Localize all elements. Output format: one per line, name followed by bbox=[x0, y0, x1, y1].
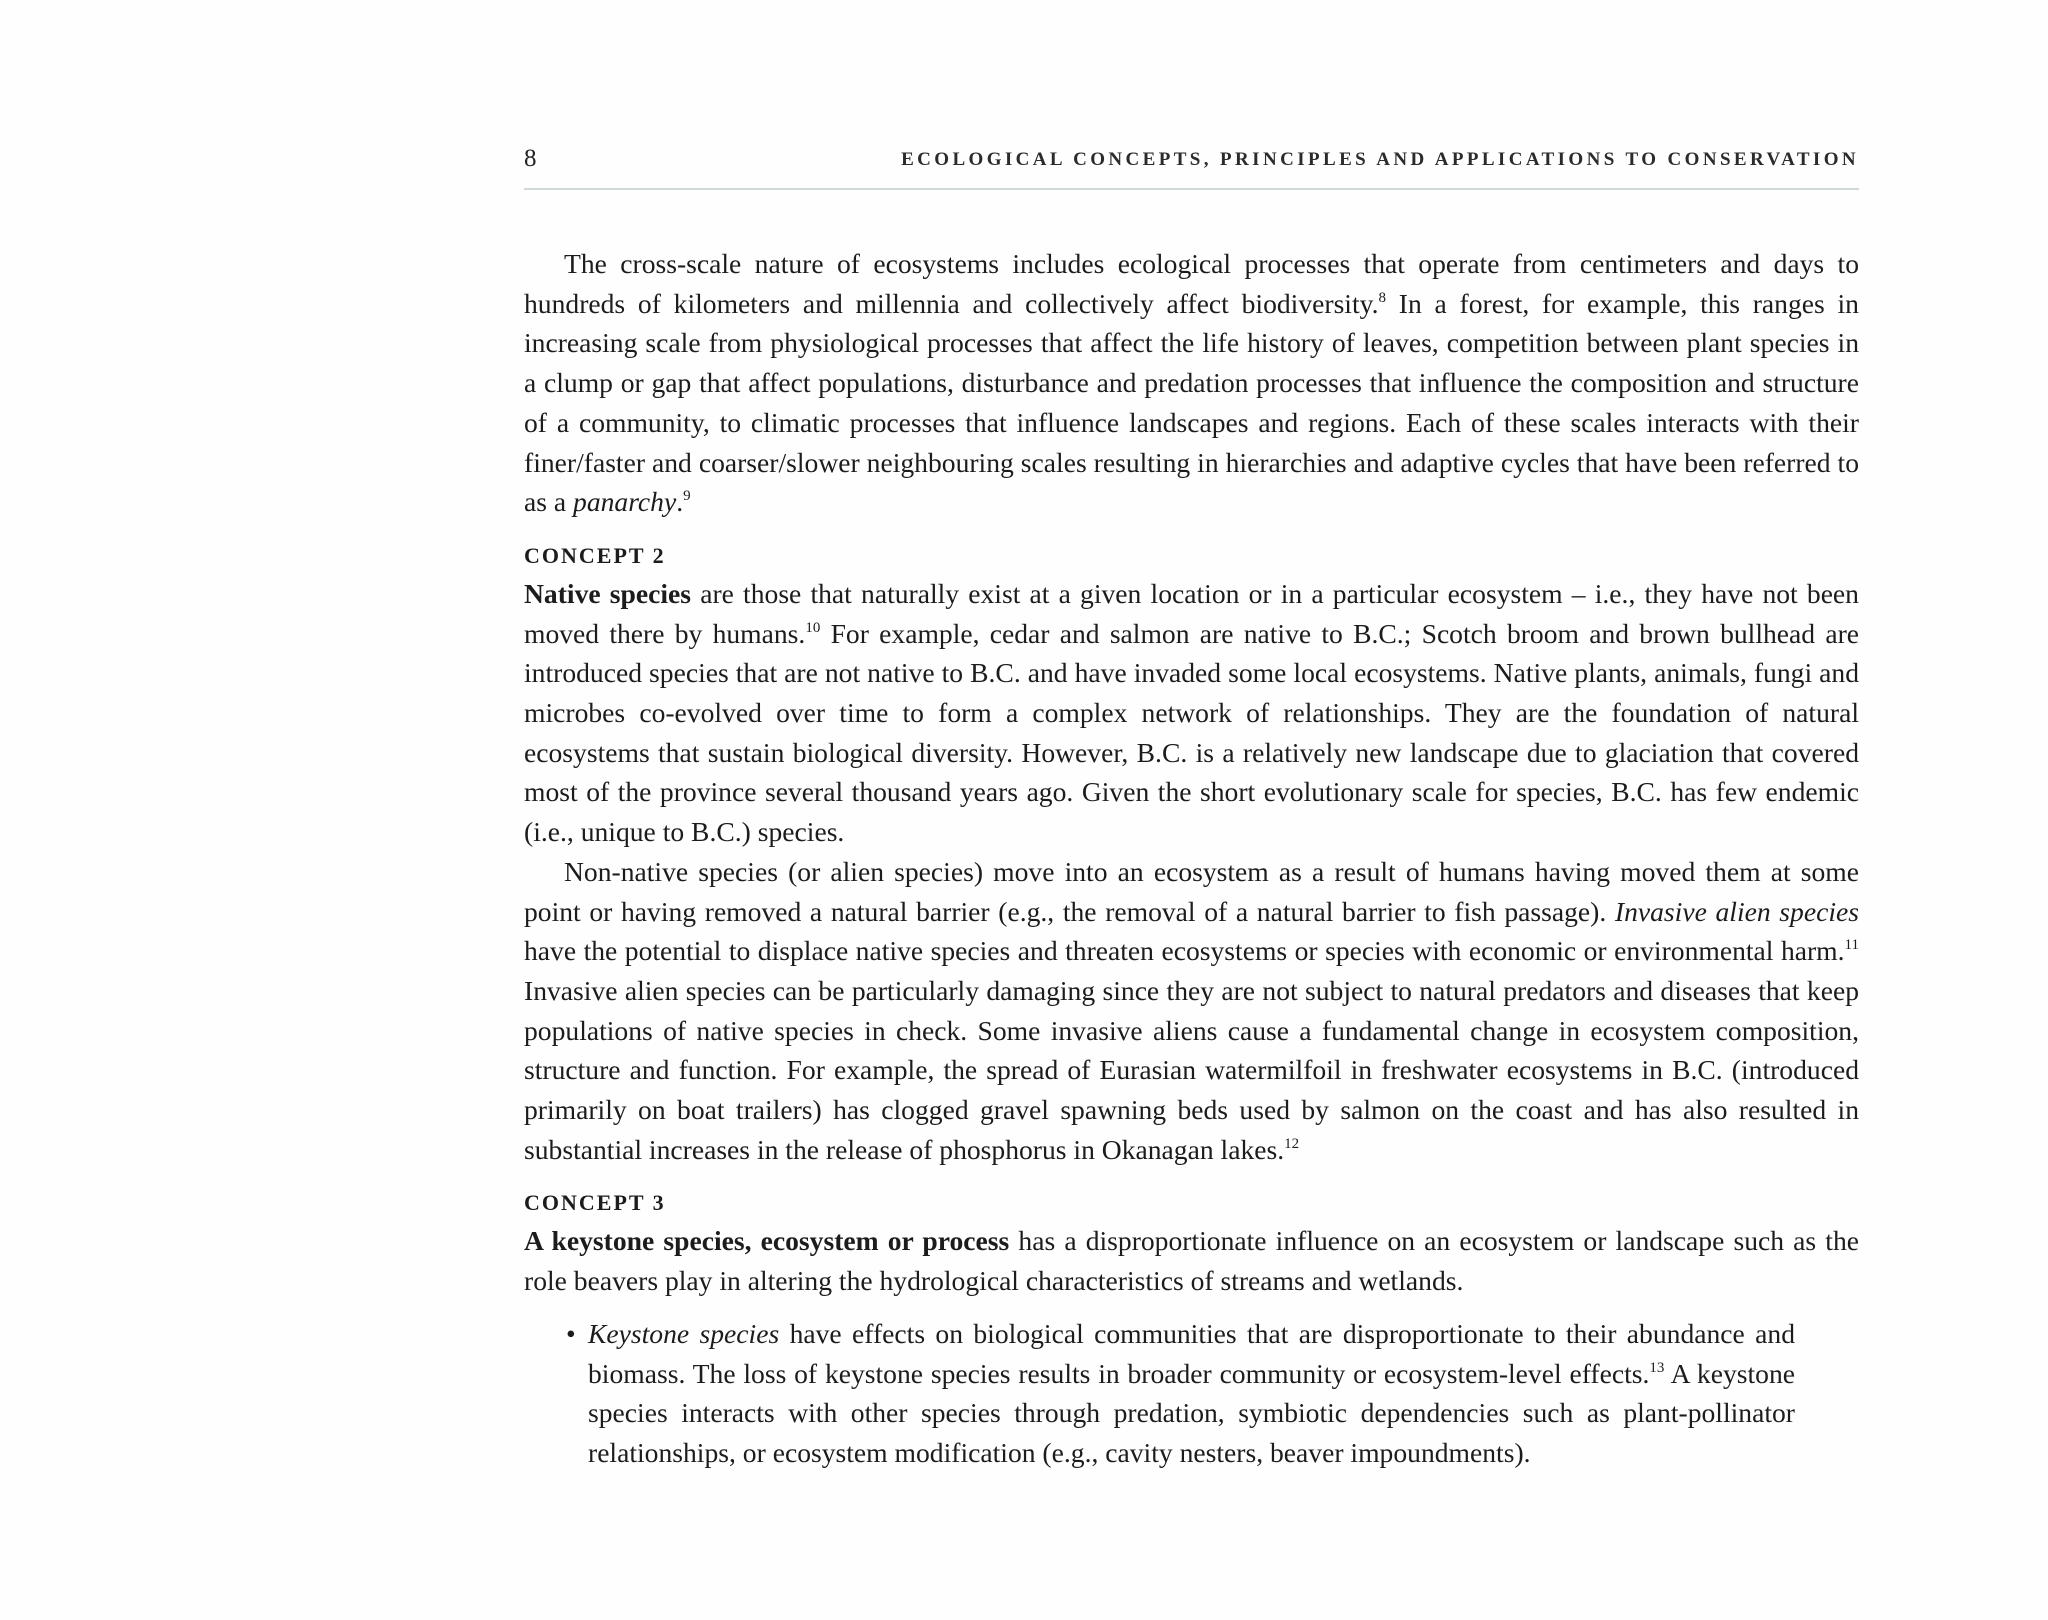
non-native-species-paragraph bbox=[524, 852, 1859, 1170]
header-divider bbox=[524, 188, 1859, 190]
native-species-paragraph bbox=[524, 574, 1859, 852]
concept-2-heading: CONCEPT 2 bbox=[524, 542, 666, 568]
page-number: 8 bbox=[524, 145, 537, 172]
footnote-ref-11: 11 bbox=[1844, 937, 1859, 954]
running-title: ECOLOGICAL CONCEPTS, PRINCIPLES AND APPLICATIONS TO CONSERVATION bbox=[901, 149, 1859, 170]
keystone-text: has a disproportionate influence on an ecosystem or landscape such as the role beavers play in altering the hydrological characteristics of streams and wetlands. bbox=[524, 1225, 1859, 1297]
keystone-paragraph bbox=[524, 1221, 1859, 1300]
footnote-ref-9: 9 bbox=[683, 488, 691, 505]
running-head bbox=[524, 138, 1859, 178]
non-native-text-1: Non-native species (or alien species) move into an ecosystem as a result of humans having moved them at some point or having removed a natural barrier (e.g., the removal of a natural barrier to fish passage). bbox=[524, 855, 1859, 927]
keystone-bullet-text-1: have effects on biological communities that are disproportionate to their abundance and biomass. The loss of keystone species results in broader community or ecosystem-level effects. bbox=[588, 1317, 1795, 1389]
footnote-ref-13: 13 bbox=[1649, 1359, 1665, 1376]
native-species-text-2: For example, cedar and salmon are native to B.C.; Scotch broom and brown bullhead are introduced species that are not native to B.C. and have invaded some local ecosystems. Native plants, animals, fungi and microbes co-evolved over time to form a complex network of relationships. They are the foundation of natural ecosystems that sustain biological diversity. However, B.C. is a relatively new landscape due to glaciation that covered most of the province several thousand years ago. Given the short evolutionary scale for species, B.C. has few endemic (i.e., unique to B.C.) species. bbox=[524, 617, 1860, 848]
body-text bbox=[524, 244, 1859, 1473]
list-item bbox=[566, 1314, 1795, 1473]
panarchy-term: panarchy bbox=[573, 486, 677, 518]
non-native-text-3: Invasive alien species can be particularly damaging since they are not subject to natural predators and diseases that keep populations of native species in check. Some invasive aliens cause a fundamental change in ecosystem composition, structure and function. For example, the spread of Eurasian watermilfoil in freshwater ecosystems in B.C. (introduced primarily on boat trailers) has clogged gravel spawning beds used by salmon on the coast and has also resulted in substantial increases in the release of phosphorus in Okanagan lakes. bbox=[524, 974, 1859, 1165]
invasive-alien-species-term: Invasive alien species bbox=[1614, 895, 1859, 927]
bullet-icon: • bbox=[566, 1317, 576, 1349]
keystone-bullet-list bbox=[524, 1314, 1859, 1473]
non-native-text-2: have the potential to displace native species and threaten ecosystems or species with economic or environmental harm. bbox=[524, 935, 1845, 967]
footnote-ref-10: 10 bbox=[805, 619, 821, 636]
intro-paragraph bbox=[524, 244, 1859, 522]
native-species-term: Native species bbox=[524, 577, 692, 609]
footnote-ref-12: 12 bbox=[1284, 1135, 1300, 1152]
footnote-ref-8: 8 bbox=[1378, 289, 1387, 306]
intro-text-2: In a forest, for example, this ranges in increasing scale from physiological processes that affect the life history of leaves, competition between plant species in a clump or gap that affect populations, disturbance and predation processes that influence the composition and structure of a community, to climatic processes that influence landscapes and regions. Each of these scales interacts with their finer/faster and coarser/slower neighbouring scales resulting in hierarchies and adaptive cycles that have been referred to as a bbox=[524, 287, 1859, 518]
native-species-text-1: are those that naturally exist at a given location or in a particular ecosystem – i.e., they have not been moved there by humans. bbox=[524, 577, 1859, 649]
keystone-bullet-text-2: A keystone species interacts with other species through predation, symbiotic dependencies such as plant-pollinator relationships, or ecosystem modification (e.g., cavity nesters, beaver impoundments). bbox=[588, 1357, 1795, 1468]
keystone-term: A keystone species, ecosystem or process bbox=[524, 1225, 1010, 1257]
keystone-species-term: Keystone species bbox=[588, 1317, 780, 1349]
intro-text-1: The cross-scale nature of ecosystems includes ecological processes that operate from centimeters and days to hundreds of kilometers and millennia and collectively affect biodiversity. bbox=[524, 248, 1859, 319]
intro-period: . bbox=[676, 486, 684, 518]
concept-3-heading: CONCEPT 3 bbox=[524, 1190, 666, 1216]
